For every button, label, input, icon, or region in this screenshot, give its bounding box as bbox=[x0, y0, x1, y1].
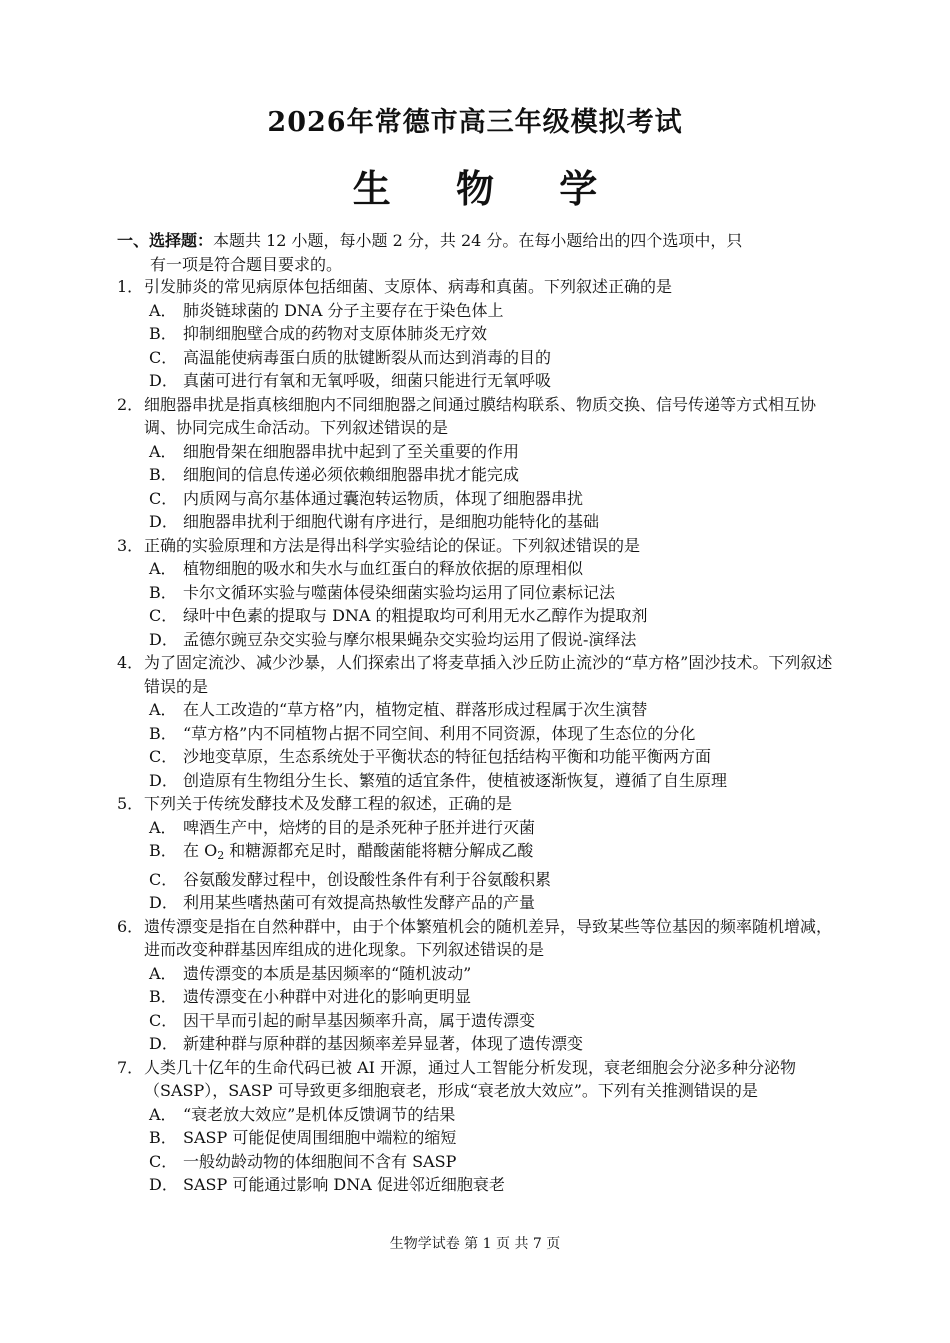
option-d[interactable] bbox=[117, 369, 842, 393]
question-5 bbox=[117, 792, 842, 915]
option-c[interactable] bbox=[117, 346, 842, 370]
option-label: D． bbox=[149, 371, 178, 390]
option-d[interactable] bbox=[117, 628, 842, 652]
option-text: 细胞骨架在细胞器串扰中起到了至关重要的作用 bbox=[183, 441, 520, 461]
option-text: “草方格”内不同植物占据不同空间、利用不同资源，体现了生态位的分化 bbox=[183, 723, 696, 743]
option-label: D． bbox=[149, 893, 178, 912]
option-text: 真菌可进行有氧和无氧呼吸，细菌只能进行无氧呼吸 bbox=[183, 371, 552, 390]
option-text: 谷氨酸发酵过程中，创设酸性条件有利于谷氨酸积累 bbox=[183, 869, 552, 889]
question-stem: 遗传漂变是指在自然种群中，由于个体繁殖机会的随机差异，导致某些等位基因的频率随机增减，进而改变种群基因库组成的进化现象。下列叙述错误的是 bbox=[144, 916, 833, 959]
option-label: B． bbox=[149, 841, 177, 860]
option-a[interactable] bbox=[117, 557, 842, 581]
option-text: 植物细胞的吸水和失水与血红蛋白的释放依据的原理相似 bbox=[183, 559, 584, 578]
question-2 bbox=[117, 393, 842, 534]
question-number: 2． bbox=[117, 394, 144, 414]
question-stem: 正确的实验原理和方法是得出科学实验结论的保证。下列叙述错误的是 bbox=[144, 535, 641, 555]
option-label: A． bbox=[149, 559, 177, 578]
question-stem: 细胞器串扰是指真核细胞内不同细胞器之间通过膜结构联系、物质交换、信号传递等方式相互协调、协同完成生命活动。下列叙述错误的是 bbox=[144, 394, 817, 437]
question-number: 5． bbox=[117, 794, 144, 813]
option-label: A． bbox=[149, 441, 177, 461]
question-number: 7． bbox=[117, 1057, 144, 1077]
option-d[interactable] bbox=[117, 769, 842, 793]
option-a[interactable] bbox=[117, 962, 842, 986]
option-label: C． bbox=[149, 606, 178, 625]
option-text: 细胞器串扰利于细胞代谢有序进行，是细胞功能特化的基础 bbox=[183, 512, 600, 531]
option-label: A． bbox=[149, 1104, 177, 1124]
option-d[interactable] bbox=[117, 891, 842, 915]
option-text: SASP 可能通过影响 DNA 促进邻近细胞衰老 bbox=[183, 1175, 505, 1194]
option-label: D． bbox=[149, 1175, 178, 1194]
subscript: 2 bbox=[217, 849, 225, 862]
option-text: “衰老放大效应”是机体反馈调节的结果 bbox=[183, 1104, 456, 1124]
option-label: D． bbox=[149, 512, 178, 531]
option-a[interactable] bbox=[117, 698, 842, 722]
page-footer: 生物学试卷 第 1 页 共 7 页 bbox=[389, 1236, 561, 1252]
option-text: 卡尔文循环实验与噬菌体侵染细菌实验均运用了同位素标记法 bbox=[183, 582, 616, 602]
option-label: C． bbox=[149, 1010, 178, 1030]
question-7 bbox=[117, 1056, 842, 1197]
option-label: D． bbox=[149, 629, 178, 649]
option-b[interactable] bbox=[117, 1126, 842, 1150]
option-text: 绿叶中色素的提取与 DNA 的粗提取均可利用无水乙醇作为提取剂 bbox=[183, 606, 648, 625]
option-a[interactable] bbox=[117, 440, 842, 464]
option-label: D． bbox=[149, 770, 178, 790]
option-text: 高温能使病毒蛋白质的肽键断裂从而达到消毒的目的 bbox=[183, 347, 552, 367]
option-text: 细胞间的信息传递必须依赖细胞器串扰才能完成 bbox=[183, 465, 520, 484]
option-text: 遗传漂变在小种群中对进化的影响更明显 bbox=[183, 987, 472, 1006]
question-stem: 下列关于传统发酵技术及发酵工程的叙述，正确的是 bbox=[144, 794, 513, 813]
question-stem: 为了固定流沙、减少沙暴，人们探索出了将麦草插入沙丘防止流沙的“草方格”固沙技术。下列叙述错误的是 bbox=[144, 653, 833, 696]
option-d[interactable] bbox=[117, 1173, 842, 1197]
section-instructions bbox=[117, 229, 842, 276]
section-intro: 本题共 12 小题，每小题 2 分，共 24 分。在每小题给出的四个选项中，只 bbox=[213, 231, 743, 250]
option-text: 利用某些嗜热菌可有效提高热敏性发酵产品的产量 bbox=[183, 893, 536, 912]
option-label: C． bbox=[149, 747, 178, 766]
option-label: A． bbox=[149, 817, 177, 837]
option-text: 内质网与高尔基体通过囊泡转运物质，体现了细胞器串扰 bbox=[183, 488, 584, 508]
section-heading: 一、选择题： bbox=[117, 231, 214, 250]
option-text-pre: 在 O bbox=[183, 841, 218, 860]
option-a[interactable] bbox=[117, 1103, 842, 1127]
question-number: 4． bbox=[117, 653, 144, 672]
question-number: 6． bbox=[117, 916, 144, 936]
option-b[interactable] bbox=[117, 722, 842, 746]
option-text: 肺炎链球菌的 DNA 分子主要存在于染色体上 bbox=[183, 300, 504, 320]
option-text: 遗传漂变的本质是基因频率的“随机波动” bbox=[183, 963, 472, 983]
option-c[interactable] bbox=[117, 1150, 842, 1174]
option-label: C． bbox=[149, 488, 178, 508]
question-number: 1． bbox=[117, 277, 144, 296]
question-number: 3． bbox=[117, 535, 144, 555]
option-c[interactable] bbox=[117, 487, 842, 511]
option-text: 抑制细胞壁合成的药物对支原体肺炎无疗效 bbox=[183, 324, 488, 343]
option-text: 啤酒生产中，焙烤的目的是杀死种子胚并进行灭菌 bbox=[183, 817, 536, 837]
question-4 bbox=[117, 651, 842, 792]
option-b[interactable] bbox=[117, 985, 842, 1009]
option-text: 在人工改造的“草方格”内，植物定植、群落形成过程属于次生演替 bbox=[183, 700, 648, 719]
option-label: B． bbox=[149, 723, 177, 743]
option-label: B． bbox=[149, 987, 177, 1006]
question-6 bbox=[117, 915, 842, 1056]
option-label: C． bbox=[149, 347, 178, 367]
exam-title: 2026年常德市高三年级模拟考试 bbox=[267, 107, 683, 138]
option-label: C． bbox=[149, 1151, 178, 1171]
option-label: B． bbox=[149, 582, 177, 602]
option-text: 创造原有生物组分生长、繁殖的适宜条件，使植被逐渐恢复，遵循了自生原理 bbox=[183, 770, 728, 790]
option-c[interactable] bbox=[117, 868, 842, 892]
option-text: 一般幼龄动物的体细胞间不含有 SASP bbox=[183, 1151, 457, 1171]
option-text: 新建种群与原种群的基因频率差异显著，体现了遗传漂变 bbox=[183, 1034, 584, 1053]
option-b[interactable] bbox=[117, 581, 842, 605]
question-stem: 人类几十亿年的生命代码已被 AI 开源，通过人工智能分析发现，衰老细胞会分泌多种分泌物（SASP），SASP 可导致更多细胞衰老，形成“衰老放大效应”。下列有关推测错误的是 bbox=[144, 1057, 797, 1100]
option-text: SASP 可能促使周围细胞中端粒的缩短 bbox=[183, 1128, 457, 1147]
option-b[interactable] bbox=[117, 839, 842, 868]
section-intro-continued: 有一项是符合题目要求的。 bbox=[150, 254, 343, 274]
option-c[interactable] bbox=[117, 1009, 842, 1033]
option-label: A． bbox=[149, 700, 177, 719]
option-label: A． bbox=[149, 963, 177, 983]
option-label: B． bbox=[149, 465, 177, 484]
option-b[interactable] bbox=[117, 463, 842, 487]
option-text bbox=[183, 839, 842, 868]
question-1 bbox=[117, 275, 842, 393]
option-a[interactable] bbox=[117, 816, 842, 840]
option-d[interactable] bbox=[117, 1032, 842, 1056]
question-3 bbox=[117, 534, 842, 652]
question-list bbox=[117, 275, 842, 1197]
question-stem: 引发肺炎的常见病原体包括细菌、支原体、病毒和真菌。下列叙述正确的是 bbox=[144, 277, 673, 296]
option-text: 孟德尔豌豆杂交实验与摩尔根果蝇杂交实验均运用了假说-演绎法 bbox=[183, 629, 637, 649]
option-c[interactable] bbox=[117, 745, 842, 769]
option-label: D． bbox=[149, 1034, 178, 1053]
option-text: 沙地变草原，生态系统处于平衡状态的特征包括结构平衡和功能平衡两方面 bbox=[183, 747, 712, 766]
option-a[interactable] bbox=[117, 299, 842, 323]
option-label: A． bbox=[149, 300, 177, 320]
subject-title: 生 物 学 bbox=[352, 166, 624, 211]
option-label: B． bbox=[149, 1128, 177, 1147]
option-b[interactable] bbox=[117, 322, 842, 346]
option-d[interactable] bbox=[117, 510, 842, 534]
option-text: 因干旱而引起的耐旱基因频率升高，属于遗传漂变 bbox=[183, 1010, 536, 1030]
option-label: C． bbox=[149, 869, 178, 889]
option-text-post: 和糖源都充足时，醋酸菌能将糖分解成乙酸 bbox=[224, 841, 534, 860]
option-label: B． bbox=[149, 324, 177, 343]
option-c[interactable] bbox=[117, 604, 842, 628]
